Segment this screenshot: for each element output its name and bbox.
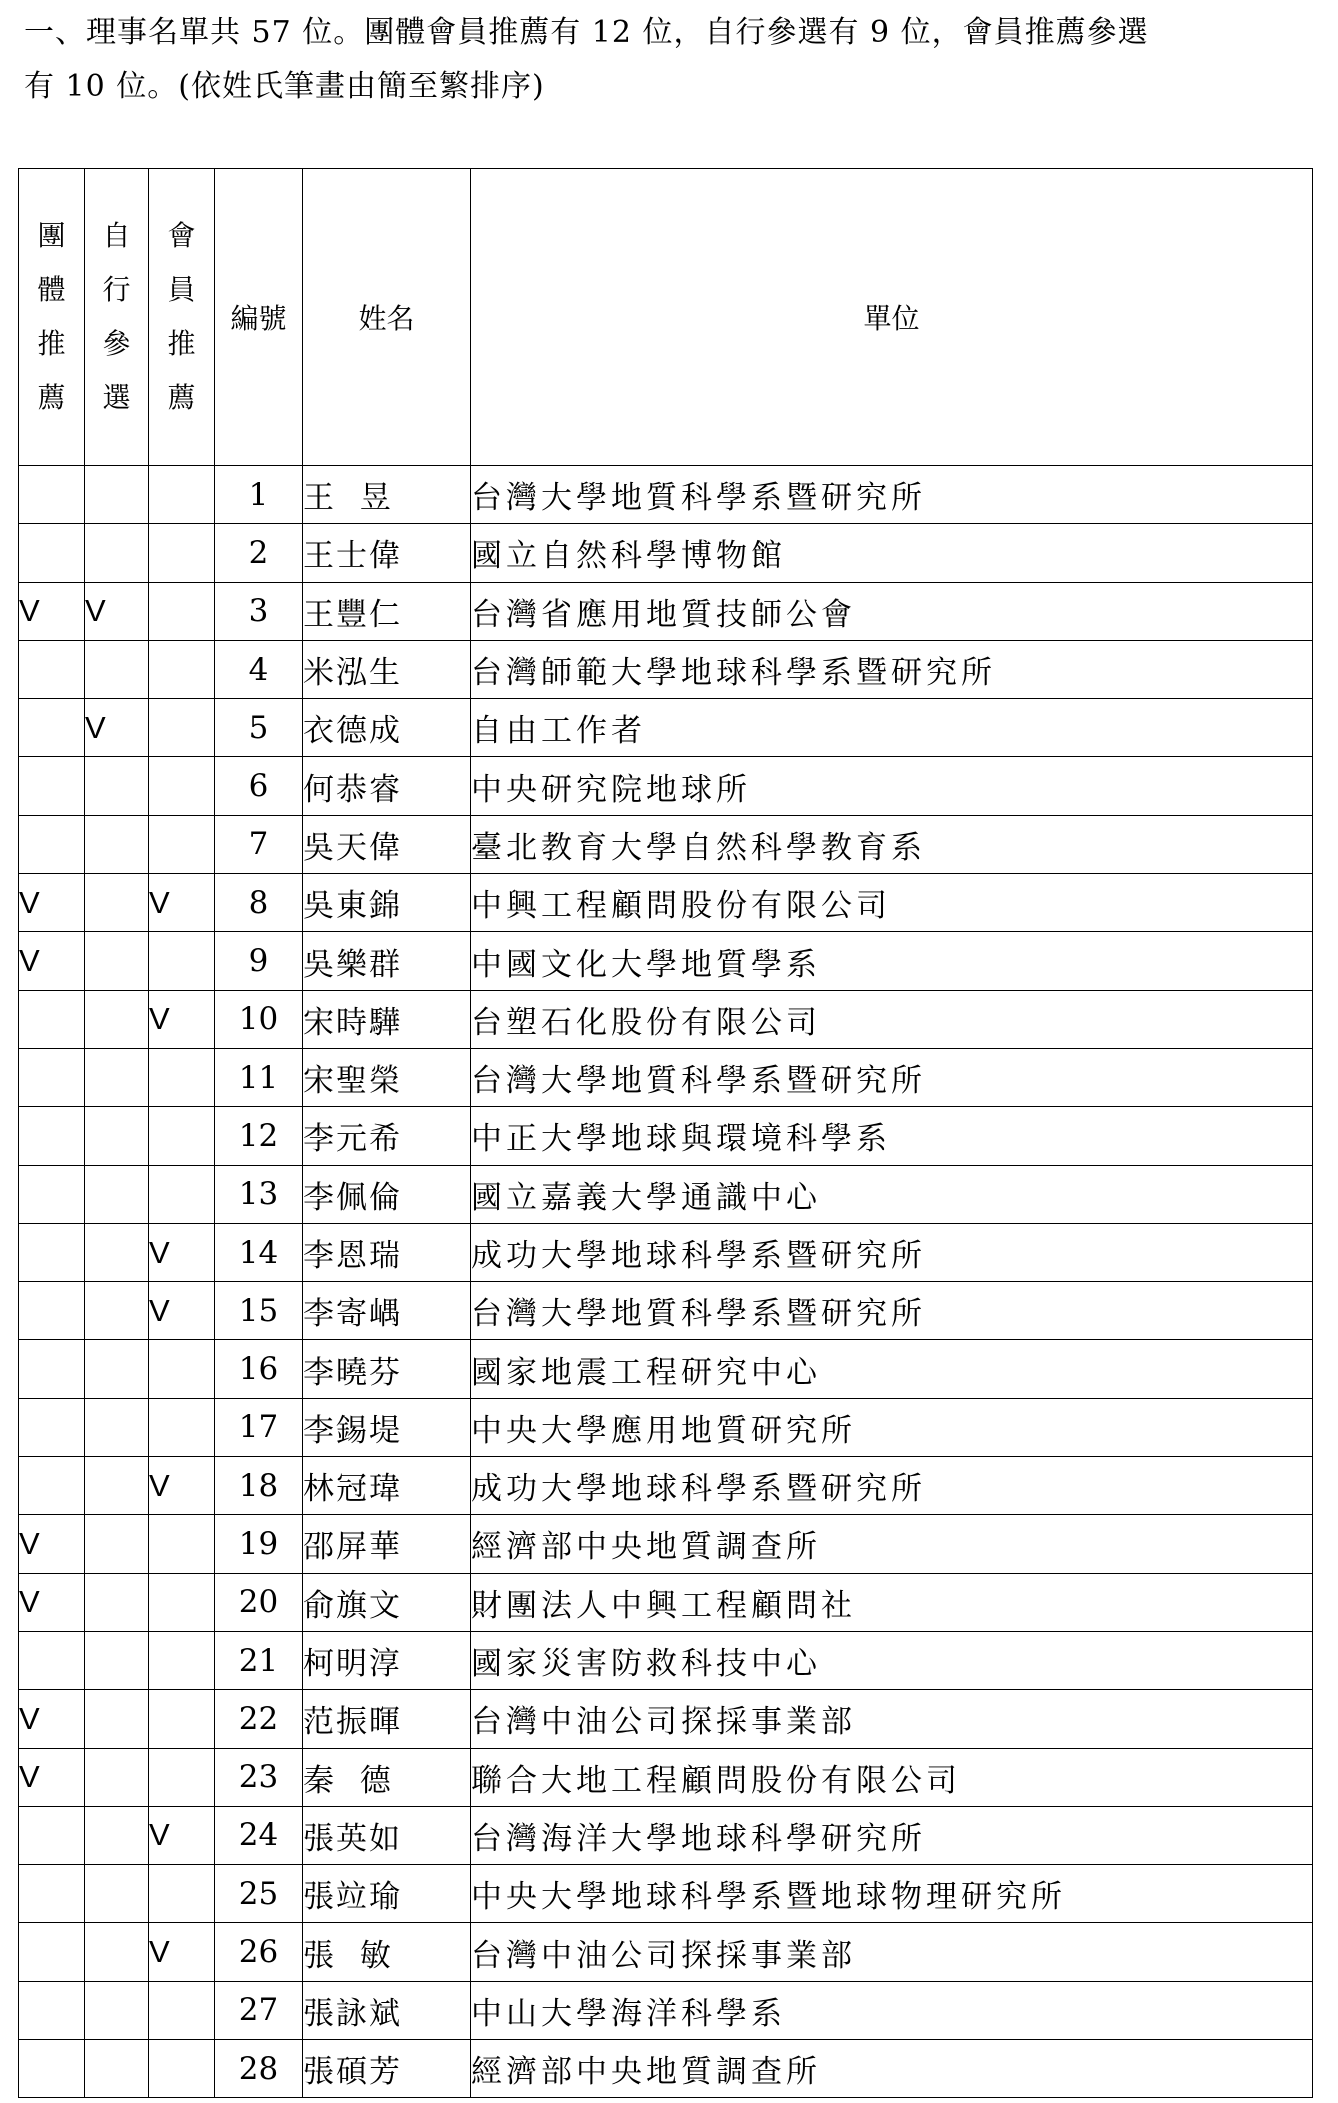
row-number: 12 — [215, 1107, 303, 1165]
table-row — [19, 1340, 1313, 1398]
header-char: 體 — [37, 273, 66, 306]
member-recommend-mark — [149, 2040, 215, 2098]
group-recommend-mark — [19, 1398, 85, 1456]
person-name: 吳樂群 — [303, 932, 471, 990]
roster-body — [19, 466, 1313, 2098]
affiliation-unit: 台灣中油公司探採事業部 — [471, 1690, 1313, 1748]
table-row — [19, 1398, 1313, 1456]
affiliation-unit: 台灣大學地質科學系暨研究所 — [471, 466, 1313, 524]
person-name: 宋時驊 — [303, 990, 471, 1048]
member-recommend-mark: V — [149, 874, 215, 932]
header-char: 參 — [102, 327, 131, 360]
table-row — [19, 2040, 1313, 2098]
group-recommend-mark — [19, 1981, 85, 2039]
header-char: 團 — [37, 219, 66, 252]
self-nominated-mark — [85, 1223, 149, 1281]
table-row — [19, 990, 1313, 1048]
table-row — [19, 524, 1313, 582]
table-row — [19, 466, 1313, 524]
header-group-recommend — [19, 169, 85, 466]
intro-line-1: 一、理事名單共 57 位。團體會員推薦有 12 位，自行參選有 9 位，會員推薦參選 — [24, 15, 1149, 50]
member-recommend-mark — [149, 1631, 215, 1689]
table-row — [19, 1223, 1313, 1281]
person-name: 李錫堤 — [303, 1398, 471, 1456]
header-char: 行 — [102, 273, 131, 306]
group-recommend-mark — [19, 466, 85, 524]
self-nominated-mark: V — [85, 699, 149, 757]
header-char: 自 — [102, 219, 131, 252]
member-recommend-mark — [149, 1748, 215, 1806]
row-number: 3 — [215, 582, 303, 640]
row-number: 13 — [215, 1165, 303, 1223]
row-number: 5 — [215, 699, 303, 757]
member-recommend-mark — [149, 932, 215, 990]
member-recommend-mark — [149, 1398, 215, 1456]
header-char: 薦 — [167, 381, 196, 414]
member-recommend-mark — [149, 1573, 215, 1631]
person-name: 吳天偉 — [303, 815, 471, 873]
row-number: 6 — [215, 757, 303, 815]
header-char: 推 — [167, 327, 196, 360]
header-char: 推 — [37, 327, 66, 360]
self-nominated-mark — [85, 1573, 149, 1631]
row-number: 25 — [215, 1865, 303, 1923]
person-name: 李寄嵎 — [303, 1282, 471, 1340]
row-number: 8 — [215, 874, 303, 932]
affiliation-unit: 國立嘉義大學通識中心 — [471, 1165, 1313, 1223]
group-recommend-mark — [19, 1923, 85, 1981]
self-nominated-mark — [85, 1107, 149, 1165]
row-number: 7 — [215, 815, 303, 873]
self-nominated-mark — [85, 1340, 149, 1398]
group-recommend-mark: V — [19, 932, 85, 990]
row-number: 16 — [215, 1340, 303, 1398]
self-nominated-mark — [85, 1457, 149, 1515]
self-nominated-mark — [85, 2040, 149, 2098]
table-row — [19, 1806, 1313, 1864]
affiliation-unit: 國立自然科學博物館 — [471, 524, 1313, 582]
group-recommend-mark — [19, 1865, 85, 1923]
group-recommend-mark: V — [19, 874, 85, 932]
affiliation-unit: 中興工程顧問股份有限公司 — [471, 874, 1313, 932]
table-row — [19, 1515, 1313, 1573]
self-nominated-mark — [85, 1631, 149, 1689]
person-name: 李曉芬 — [303, 1340, 471, 1398]
affiliation-unit: 中正大學地球與環境科學系 — [471, 1107, 1313, 1165]
member-recommend-mark — [149, 1107, 215, 1165]
table-row — [19, 699, 1313, 757]
self-nominated-mark — [85, 1690, 149, 1748]
member-recommend-mark — [149, 524, 215, 582]
member-recommend-mark — [149, 815, 215, 873]
table-row — [19, 1748, 1313, 1806]
group-recommend-mark: V — [19, 1573, 85, 1631]
self-nominated-mark — [85, 1282, 149, 1340]
row-number: 18 — [215, 1457, 303, 1515]
table-row — [19, 757, 1313, 815]
person-name: 何恭睿 — [303, 757, 471, 815]
member-recommend-mark: V — [149, 1923, 215, 1981]
row-number: 26 — [215, 1923, 303, 1981]
person-name: 吳東錦 — [303, 874, 471, 932]
table-row — [19, 1573, 1313, 1631]
row-number: 14 — [215, 1223, 303, 1281]
affiliation-unit: 成功大學地球科學系暨研究所 — [471, 1223, 1313, 1281]
affiliation-unit: 國家地震工程研究中心 — [471, 1340, 1313, 1398]
row-number: 17 — [215, 1398, 303, 1456]
person-name: 張英如 — [303, 1806, 471, 1864]
row-number: 19 — [215, 1515, 303, 1573]
row-number: 22 — [215, 1690, 303, 1748]
row-number: 27 — [215, 1981, 303, 2039]
row-number: 1 — [215, 466, 303, 524]
affiliation-unit: 台灣海洋大學地球科學研究所 — [471, 1806, 1313, 1864]
member-recommend-mark — [149, 1048, 215, 1106]
member-recommend-mark: V — [149, 1806, 215, 1864]
table-row — [19, 1282, 1313, 1340]
person-name: 李恩瑞 — [303, 1223, 471, 1281]
person-name: 張竝瑜 — [303, 1865, 471, 1923]
affiliation-unit: 台灣大學地質科學系暨研究所 — [471, 1048, 1313, 1106]
group-recommend-mark — [19, 1457, 85, 1515]
row-number: 24 — [215, 1806, 303, 1864]
person-name: 俞旗文 — [303, 1573, 471, 1631]
person-name: 秦 德 — [303, 1748, 471, 1806]
member-recommend-mark — [149, 1690, 215, 1748]
header-member-recommend — [149, 169, 215, 466]
header-self-nominated — [85, 169, 149, 466]
group-recommend-mark — [19, 524, 85, 582]
person-name: 宋聖榮 — [303, 1048, 471, 1106]
table-row — [19, 1165, 1313, 1223]
self-nominated-mark — [85, 932, 149, 990]
group-recommend-mark — [19, 990, 85, 1048]
header-char: 選 — [102, 381, 131, 414]
person-name: 柯明淳 — [303, 1631, 471, 1689]
person-name: 王 昱 — [303, 466, 471, 524]
header-char: 員 — [167, 273, 196, 306]
affiliation-unit: 財團法人中興工程顧問社 — [471, 1573, 1313, 1631]
affiliation-unit: 中央大學應用地質研究所 — [471, 1398, 1313, 1456]
person-name: 張詠斌 — [303, 1981, 471, 2039]
group-recommend-mark: V — [19, 1515, 85, 1573]
table-row — [19, 640, 1313, 698]
member-recommend-mark — [149, 1865, 215, 1923]
group-recommend-mark — [19, 1282, 85, 1340]
group-recommend-mark: V — [19, 1748, 85, 1806]
header-char: 會 — [167, 219, 196, 252]
group-recommend-mark: V — [19, 582, 85, 640]
affiliation-unit: 台灣省應用地質技師公會 — [471, 582, 1313, 640]
group-recommend-mark — [19, 1631, 85, 1689]
member-recommend-mark: V — [149, 1457, 215, 1515]
group-recommend-mark — [19, 640, 85, 698]
self-nominated-mark — [85, 1165, 149, 1223]
row-number: 10 — [215, 990, 303, 1048]
person-name: 衣德成 — [303, 699, 471, 757]
person-name: 王豐仁 — [303, 582, 471, 640]
person-name: 張 敏 — [303, 1923, 471, 1981]
row-number: 9 — [215, 932, 303, 990]
person-name: 邵屏華 — [303, 1515, 471, 1573]
self-nominated-mark — [85, 1806, 149, 1864]
director-roster-table — [18, 168, 1313, 2098]
group-recommend-mark — [19, 1806, 85, 1864]
self-nominated-mark — [85, 1515, 149, 1573]
affiliation-unit: 中央研究院地球所 — [471, 757, 1313, 815]
affiliation-unit: 中央大學地球科學系暨地球物理研究所 — [471, 1865, 1313, 1923]
person-name: 張碩芳 — [303, 2040, 471, 2098]
member-recommend-mark: V — [149, 990, 215, 1048]
member-recommend-mark: V — [149, 1223, 215, 1281]
person-name: 李佩倫 — [303, 1165, 471, 1223]
row-number: 4 — [215, 640, 303, 698]
header-char: 薦 — [37, 381, 66, 414]
member-recommend-mark: V — [149, 1282, 215, 1340]
row-number: 23 — [215, 1748, 303, 1806]
self-nominated-mark: V — [85, 582, 149, 640]
table-row — [19, 1107, 1313, 1165]
table-row — [19, 582, 1313, 640]
group-recommend-mark: V — [19, 1690, 85, 1748]
row-number: 20 — [215, 1573, 303, 1631]
member-recommend-mark — [149, 582, 215, 640]
table-row — [19, 1923, 1313, 1981]
group-recommend-mark — [19, 757, 85, 815]
row-number: 28 — [215, 2040, 303, 2098]
table-row — [19, 874, 1313, 932]
header-row — [19, 169, 1313, 466]
member-recommend-mark — [149, 640, 215, 698]
member-recommend-mark — [149, 1340, 215, 1398]
affiliation-unit: 台灣中油公司探採事業部 — [471, 1923, 1313, 1981]
self-nominated-mark — [85, 1923, 149, 1981]
self-nominated-mark — [85, 874, 149, 932]
member-recommend-mark — [149, 466, 215, 524]
affiliation-unit: 台灣大學地質科學系暨研究所 — [471, 1282, 1313, 1340]
person-name: 李元希 — [303, 1107, 471, 1165]
affiliation-unit: 中山大學海洋科學系 — [471, 1981, 1313, 2039]
self-nominated-mark — [85, 815, 149, 873]
table-row — [19, 1631, 1313, 1689]
table-row — [19, 815, 1313, 873]
table-row — [19, 1690, 1313, 1748]
self-nominated-mark — [85, 1865, 149, 1923]
member-recommend-mark — [149, 1515, 215, 1573]
table-row — [19, 1048, 1313, 1106]
group-recommend-mark — [19, 1107, 85, 1165]
affiliation-unit: 自由工作者 — [471, 699, 1313, 757]
header-number: 編號 — [215, 169, 303, 466]
person-name: 林冠瑋 — [303, 1457, 471, 1515]
affiliation-unit: 經濟部中央地質調查所 — [471, 1515, 1313, 1573]
self-nominated-mark — [85, 1398, 149, 1456]
affiliation-unit: 中國文化大學地質學系 — [471, 932, 1313, 990]
group-recommend-mark — [19, 1223, 85, 1281]
affiliation-unit: 成功大學地球科學系暨研究所 — [471, 1457, 1313, 1515]
table-row — [19, 1457, 1313, 1515]
member-recommend-mark — [149, 757, 215, 815]
affiliation-unit: 國家災害防救科技中心 — [471, 1631, 1313, 1689]
person-name: 王士偉 — [303, 524, 471, 582]
row-number: 11 — [215, 1048, 303, 1106]
row-number: 21 — [215, 1631, 303, 1689]
table-row — [19, 932, 1313, 990]
table-row — [19, 1981, 1313, 2039]
affiliation-unit: 經濟部中央地質調查所 — [471, 2040, 1313, 2098]
group-recommend-mark — [19, 1048, 85, 1106]
group-recommend-mark — [19, 2040, 85, 2098]
intro-line-2: 有 10 位。(依姓氏筆畫由簡至繁排序) — [24, 69, 545, 104]
person-name: 米泓生 — [303, 640, 471, 698]
self-nominated-mark — [85, 1748, 149, 1806]
member-recommend-mark — [149, 1165, 215, 1223]
table-row — [19, 1865, 1313, 1923]
affiliation-unit: 台塑石化股份有限公司 — [471, 990, 1313, 1048]
header-unit: 單位 — [471, 169, 1313, 466]
header-name: 姓名 — [303, 169, 471, 466]
affiliation-unit: 臺北教育大學自然科學教育系 — [471, 815, 1313, 873]
group-recommend-mark — [19, 699, 85, 757]
row-number: 2 — [215, 524, 303, 582]
self-nominated-mark — [85, 1981, 149, 2039]
row-number: 15 — [215, 1282, 303, 1340]
self-nominated-mark — [85, 640, 149, 698]
person-name: 范振暉 — [303, 1690, 471, 1748]
member-recommend-mark — [149, 1981, 215, 2039]
self-nominated-mark — [85, 990, 149, 1048]
intro-paragraph — [24, 6, 1324, 114]
self-nominated-mark — [85, 466, 149, 524]
group-recommend-mark — [19, 815, 85, 873]
group-recommend-mark — [19, 1165, 85, 1223]
member-recommend-mark — [149, 699, 215, 757]
affiliation-unit: 台灣師範大學地球科學系暨研究所 — [471, 640, 1313, 698]
group-recommend-mark — [19, 1340, 85, 1398]
self-nominated-mark — [85, 1048, 149, 1106]
self-nominated-mark — [85, 524, 149, 582]
affiliation-unit: 聯合大地工程顧問股份有限公司 — [471, 1748, 1313, 1806]
self-nominated-mark — [85, 757, 149, 815]
